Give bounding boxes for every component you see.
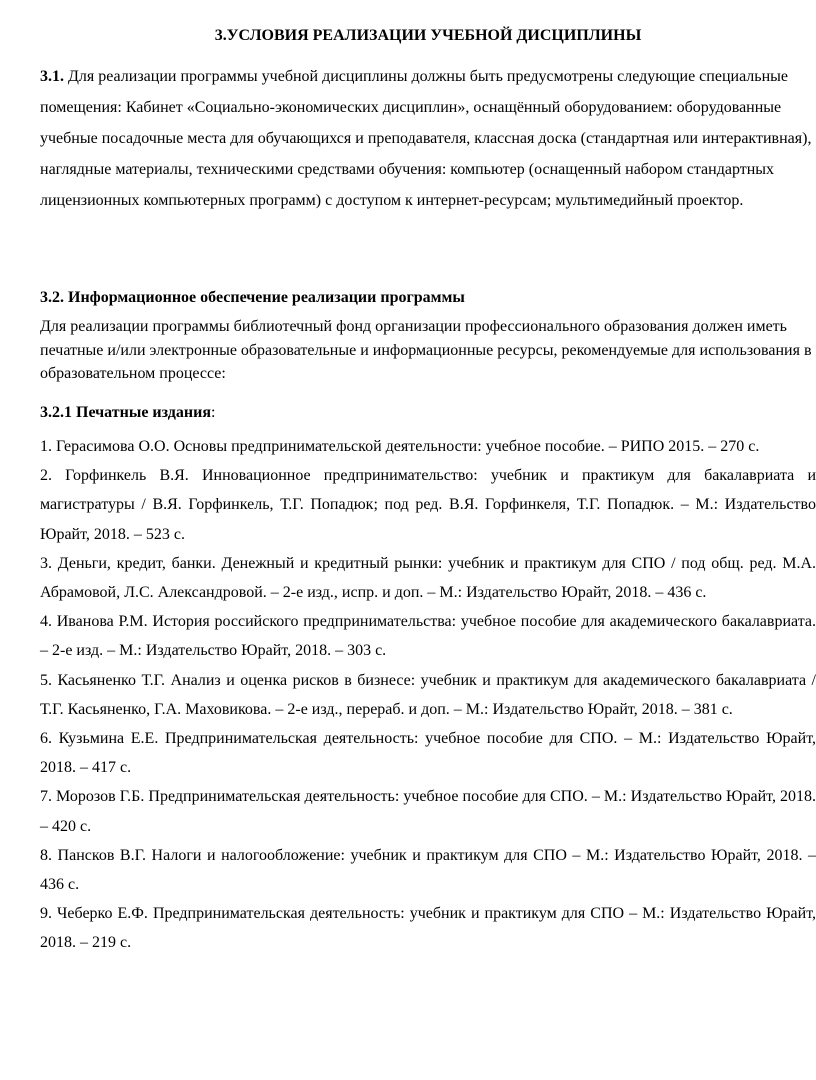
reference-item: 5. Касьяненко Т.Г. Анализ и оценка рисков в бизнесе: учебник и практикум для академического бакалавриата / Т.Г. Касьяненко, Г.А. Маховикова. – 2-е изд., перераб. и доп. – М.: Издательство Юрайт, 2018. – 381 с. [40, 671, 816, 718]
section-3-1-text: Для реализации программы учебной дисциплины должны быть предусмотрены следующие специальные помещения: Кабинет «Социально-экономических дисциплин», оснащённый оборудованием: оборудованные учебные посадочные места для обучающихся и преподавателя, классная доска (стандартная или интерактивная), наглядные материалы, техническими средствами обучения: компьютер (оснащенный набором стандартных лицензионных компьютерных программ) с доступом к интернет-ресурсам; мультимедийный проектор. [40, 68, 812, 209]
reference-item: 9. Чеберко Е.Ф. Предпринимательская деятельность: учебник и практикум для СПО – М.: Издательство Юрайт, 2018. – 219 с. [40, 905, 816, 952]
section-3-2-1-heading-line [40, 401, 816, 425]
reference-item: 4. Иванова Р.М. История российского предпринимательства: учебное пособие для академического бакалавриата. – 2-е изд. – М.: Издательство Юрайт, 2018. – 303 с. [40, 613, 816, 660]
section-3-2-1-colon: : [210, 404, 216, 421]
reference-list [40, 432, 816, 958]
reference-item: 1. Герасимова О.О. Основы предпринимательской деятельности: учебное пособие. – РИПО 2015. – 270 с. [40, 438, 760, 455]
reference-item: 3. Деньги, кредит, банки. Денежный и кредитный рынки: учебник и практикум для СПО / под общ. ред. М.А. Абрамовой, Л.С. Александровой. – 2-е изд., испр. и доп. – М.: Издательство Юрайт, 2018. – 436 с. [40, 554, 816, 602]
reference-item: 8. Пансков В.Г. Налоги и налогообложение: учебник и практикум для СПО – М.: Издательство Юрайт, 2018. – 436 с. [40, 846, 816, 894]
reference-item: 7. Морозов Г.Б. Предпринимательская деятельность: учебное пособие для СПО. – М.: Издательство Юрайт, 2018. – 420 с. [40, 788, 816, 835]
section-3-2-paragraph: Для реализации программы библиотечный фонд организации профессионального образования должен иметь печатные и/или электронные образовательные и информационные ресурсы, рекомендуемые для использования в образовательном процессе: [40, 318, 812, 382]
section-3-2-heading: 3.2. Информационное обеспечение реализации программы [40, 289, 465, 306]
reference-item: 2. Горфинкель В.Я. Инновационное предпринимательство: учебник и практикум для бакалавриата и магистратуры / В.Я. Горфинкель, Т.Г. Попадюк; под ред. В.Я. Горфинкеля, Т.Г. Попадюк. – М.: Издательство Юрайт, 2018. – 523 с. [40, 467, 816, 543]
section-3-1-paragraph [40, 61, 816, 216]
page-title: 3.УСЛОВИЯ РЕАЛИЗАЦИИ УЧЕБНОЙ ДИСЦИПЛИНЫ [214, 27, 642, 44]
section-3-2-1-heading: 3.2.1 Печатные издания [40, 404, 211, 421]
reference-item: 6. Кузьмина Е.Е. Предпринимательская деятельность: учебное пособие для СПО. – М.: Издательство Юрайт, 2018. – 417 с. [40, 730, 816, 777]
section-3-1-number: 3.1. [40, 68, 64, 85]
